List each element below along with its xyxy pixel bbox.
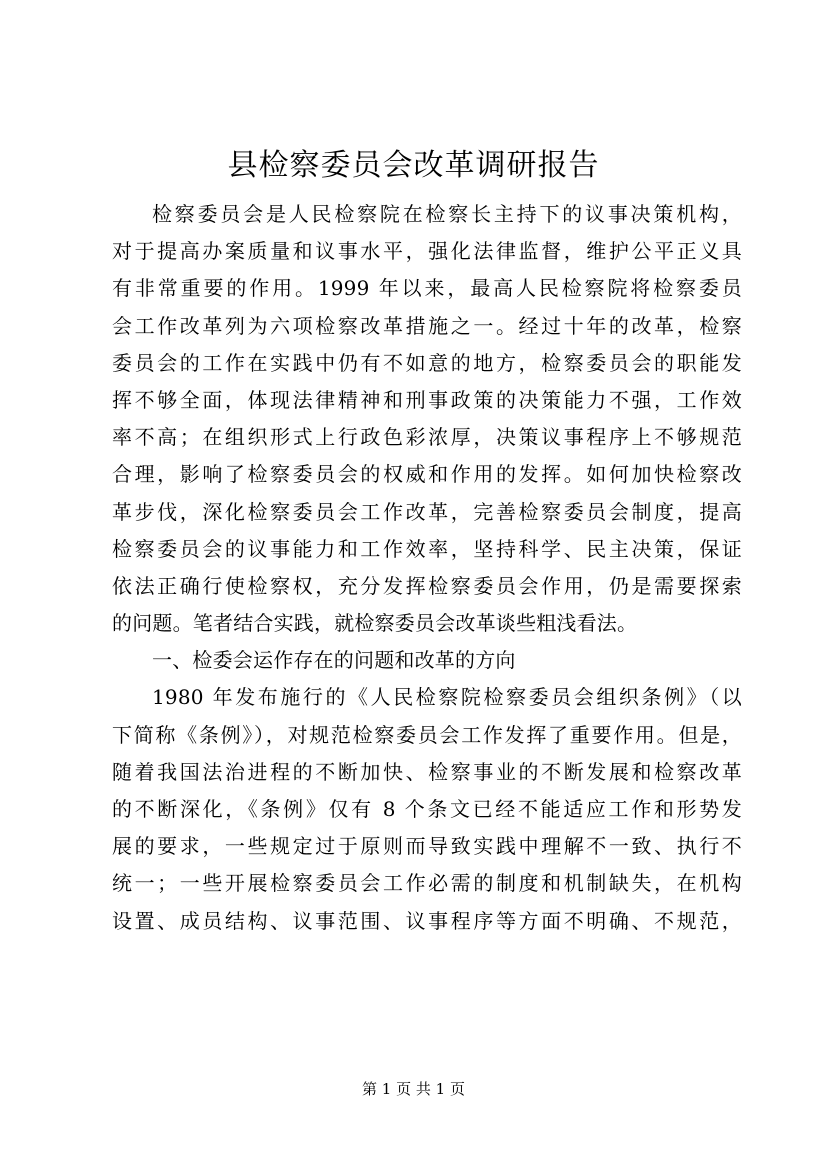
paragraph-line: 合理，影响了检察委员会的权威和作用的发挥。如何加快检察改 bbox=[112, 462, 742, 487]
paragraph-line: 设置、成员结构、议事范围、议事程序等方面不明确、不规范， bbox=[112, 908, 742, 933]
paragraph-line: 的问题。笔者结合实践，就检察委员会改革谈些粗浅看法。 bbox=[112, 611, 638, 636]
paragraph-line: 下简称《条例》），对规范检察委员会工作发挥了重要作用。但是， bbox=[112, 722, 742, 747]
paragraph-line: 对于提高办案质量和议事水平，强化法律监督，维护公平正义具 bbox=[112, 239, 742, 264]
section-heading: 一、检委会运作存在的问题和改革的方向 bbox=[152, 648, 516, 673]
document-body bbox=[112, 196, 742, 940]
page-title: 县检察委员会改革调研报告 bbox=[227, 148, 600, 183]
paragraph-line: 委员会的工作在实践中仍有不如意的地方，检察委员会的职能发 bbox=[112, 350, 742, 375]
paragraph-line: 会工作改革列为六项检察改革措施之一。经过十年的改革，检察 bbox=[112, 313, 742, 338]
paragraph-line: 率不高；在组织形式上行政色彩浓厚，决策议事程序上不够规范 bbox=[112, 425, 742, 450]
paragraph-line: 检察委员会是人民检察院在检察长主持下的议事决策机构， bbox=[152, 202, 742, 226]
paragraph-line: 检察委员会的议事能力和工作效率，坚持科学、民主决策，保证 bbox=[112, 536, 742, 561]
paragraph-line: 的不断深化，《条例》仅有 8 个条文已经不能适应工作和形势发 bbox=[112, 797, 742, 821]
paragraph-line: 随着我国法治进程的不断加快、检察事业的不断发展和检察改革 bbox=[112, 759, 742, 784]
paragraph-line: 统一；一些开展检察委员会工作必需的制度和机制缺失，在机构 bbox=[112, 871, 742, 896]
paragraph-line: 挥不够全面，体现法律精神和刑事政策的决策能力不强，工作效 bbox=[112, 387, 742, 412]
paragraph-line: 有非常重要的作用。1999 年以来，最高人民检察院将检察委员 bbox=[112, 276, 742, 301]
paragraph-line: 革步伐，深化检察委员会工作改革，完善检察委员会制度，提高 bbox=[112, 499, 742, 524]
paragraph-line: 依法正确行使检察权，充分发挥检察委员会作用，仍是需要探索 bbox=[112, 573, 742, 598]
paragraph-line: 1980 年发布施行的《人民检察院检察委员会组织条例》（以 bbox=[152, 685, 742, 710]
paragraph-line: 展的要求，一些规定过于原则而导致实践中理解不一致、执行不 bbox=[112, 834, 742, 859]
page-number-footer: 第 1 页 共 1 页 bbox=[362, 1080, 465, 1098]
